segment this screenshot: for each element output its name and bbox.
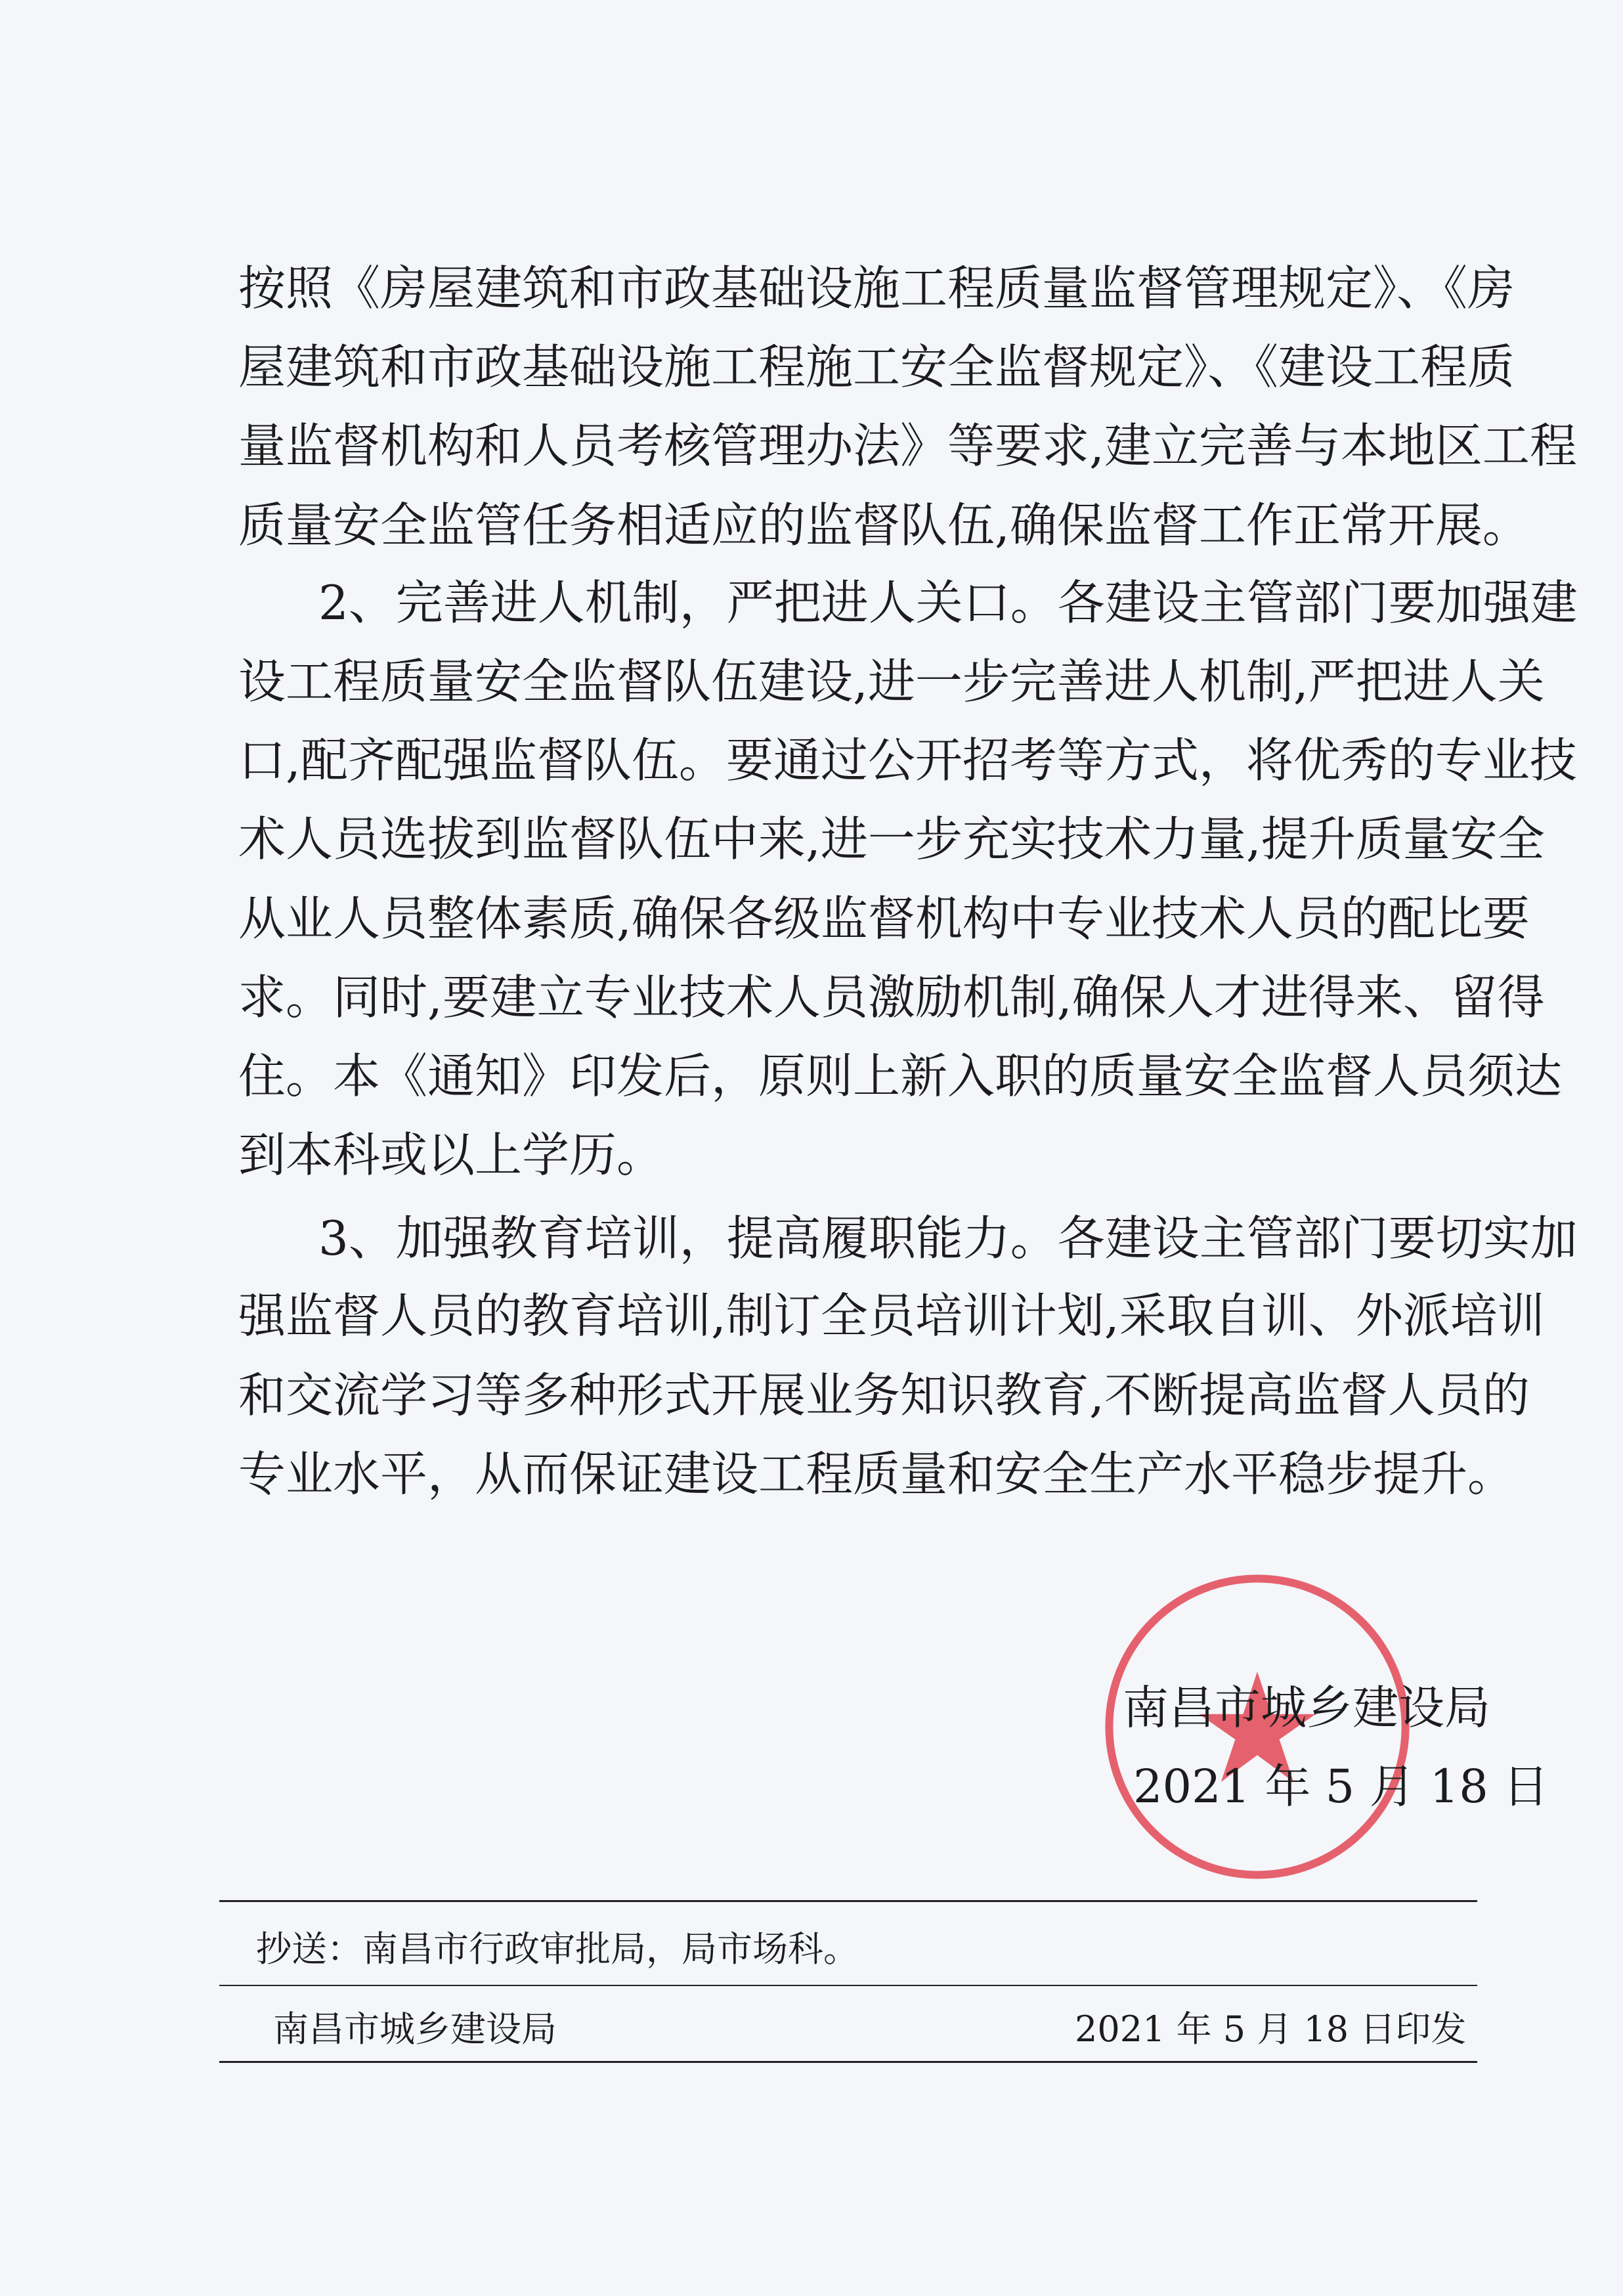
cc-line: 抄送：南昌市行政审批局，局市场科。 <box>256 1928 859 1970</box>
body-line: 从业人员整体素质,确保各级监督机构中专业技术人员的配比要 <box>238 891 1530 946</box>
body-line: 口,配齐配强监督队伍。要通过公开招考等方式，将优秀的专业技 <box>238 733 1577 788</box>
divider <box>219 1900 1477 1902</box>
body-line: 求。同时,要建立专业技术人员激励机制,确保人才进得来、留得 <box>238 970 1545 1025</box>
body-line: 术人员选拔到监督队伍中来,进一步充实技术力量,提升质量安全 <box>238 812 1545 867</box>
body-line: 2、完善进人机制，严把进人关口。各建设主管部门要加强建 <box>318 575 1578 630</box>
body-line: 屋建筑和市政基础设施工程施工安全监督规定》、《建设工程质 <box>238 339 1515 395</box>
signature-date: 2021 年 5 月 18 日 <box>1133 1760 1549 1813</box>
body-line: 量监督机构和人员考核管理办法》等要求,建立完善与本地区工程 <box>238 418 1577 473</box>
body-line: 住。本《通知》印发后，原则上新入职的质量安全监督人员须达 <box>238 1049 1563 1104</box>
issue-date: 2021 年 5 月 18 日印发 <box>1075 2008 1467 2050</box>
body-line: 设工程质量安全监督队伍建设,进一步完善进人机制,严把进人关 <box>238 654 1545 709</box>
divider <box>219 2061 1477 2063</box>
body-line: 按照《房屋建筑和市政基础设施工程质量监督管理规定》、《房 <box>238 261 1515 316</box>
issuer: 南昌市城乡建设局 <box>273 2008 557 2050</box>
body-line: 和交流学习等多种形式开展业务知识教育,不断提高监督人员的 <box>238 1368 1530 1423</box>
signature-org: 南昌市城乡建设局 <box>1123 1681 1490 1735</box>
body-line: 3、加强教育培训，提高履职能力。各建设主管部门要切实加 <box>318 1211 1578 1266</box>
body-line: 到本科或以上学历。 <box>238 1127 664 1182</box>
divider <box>219 1985 1477 1986</box>
body-line: 强监督人员的教育培训,制订全员培训计划,采取自训、外派培训 <box>238 1288 1545 1343</box>
body-line: 质量安全监管任务相适应的监督队伍,确保监督工作正常开展。 <box>238 498 1530 553</box>
body-line: 专业水平，从而保证建设工程质量和安全生产水平稳步提升。 <box>238 1446 1515 1502</box>
